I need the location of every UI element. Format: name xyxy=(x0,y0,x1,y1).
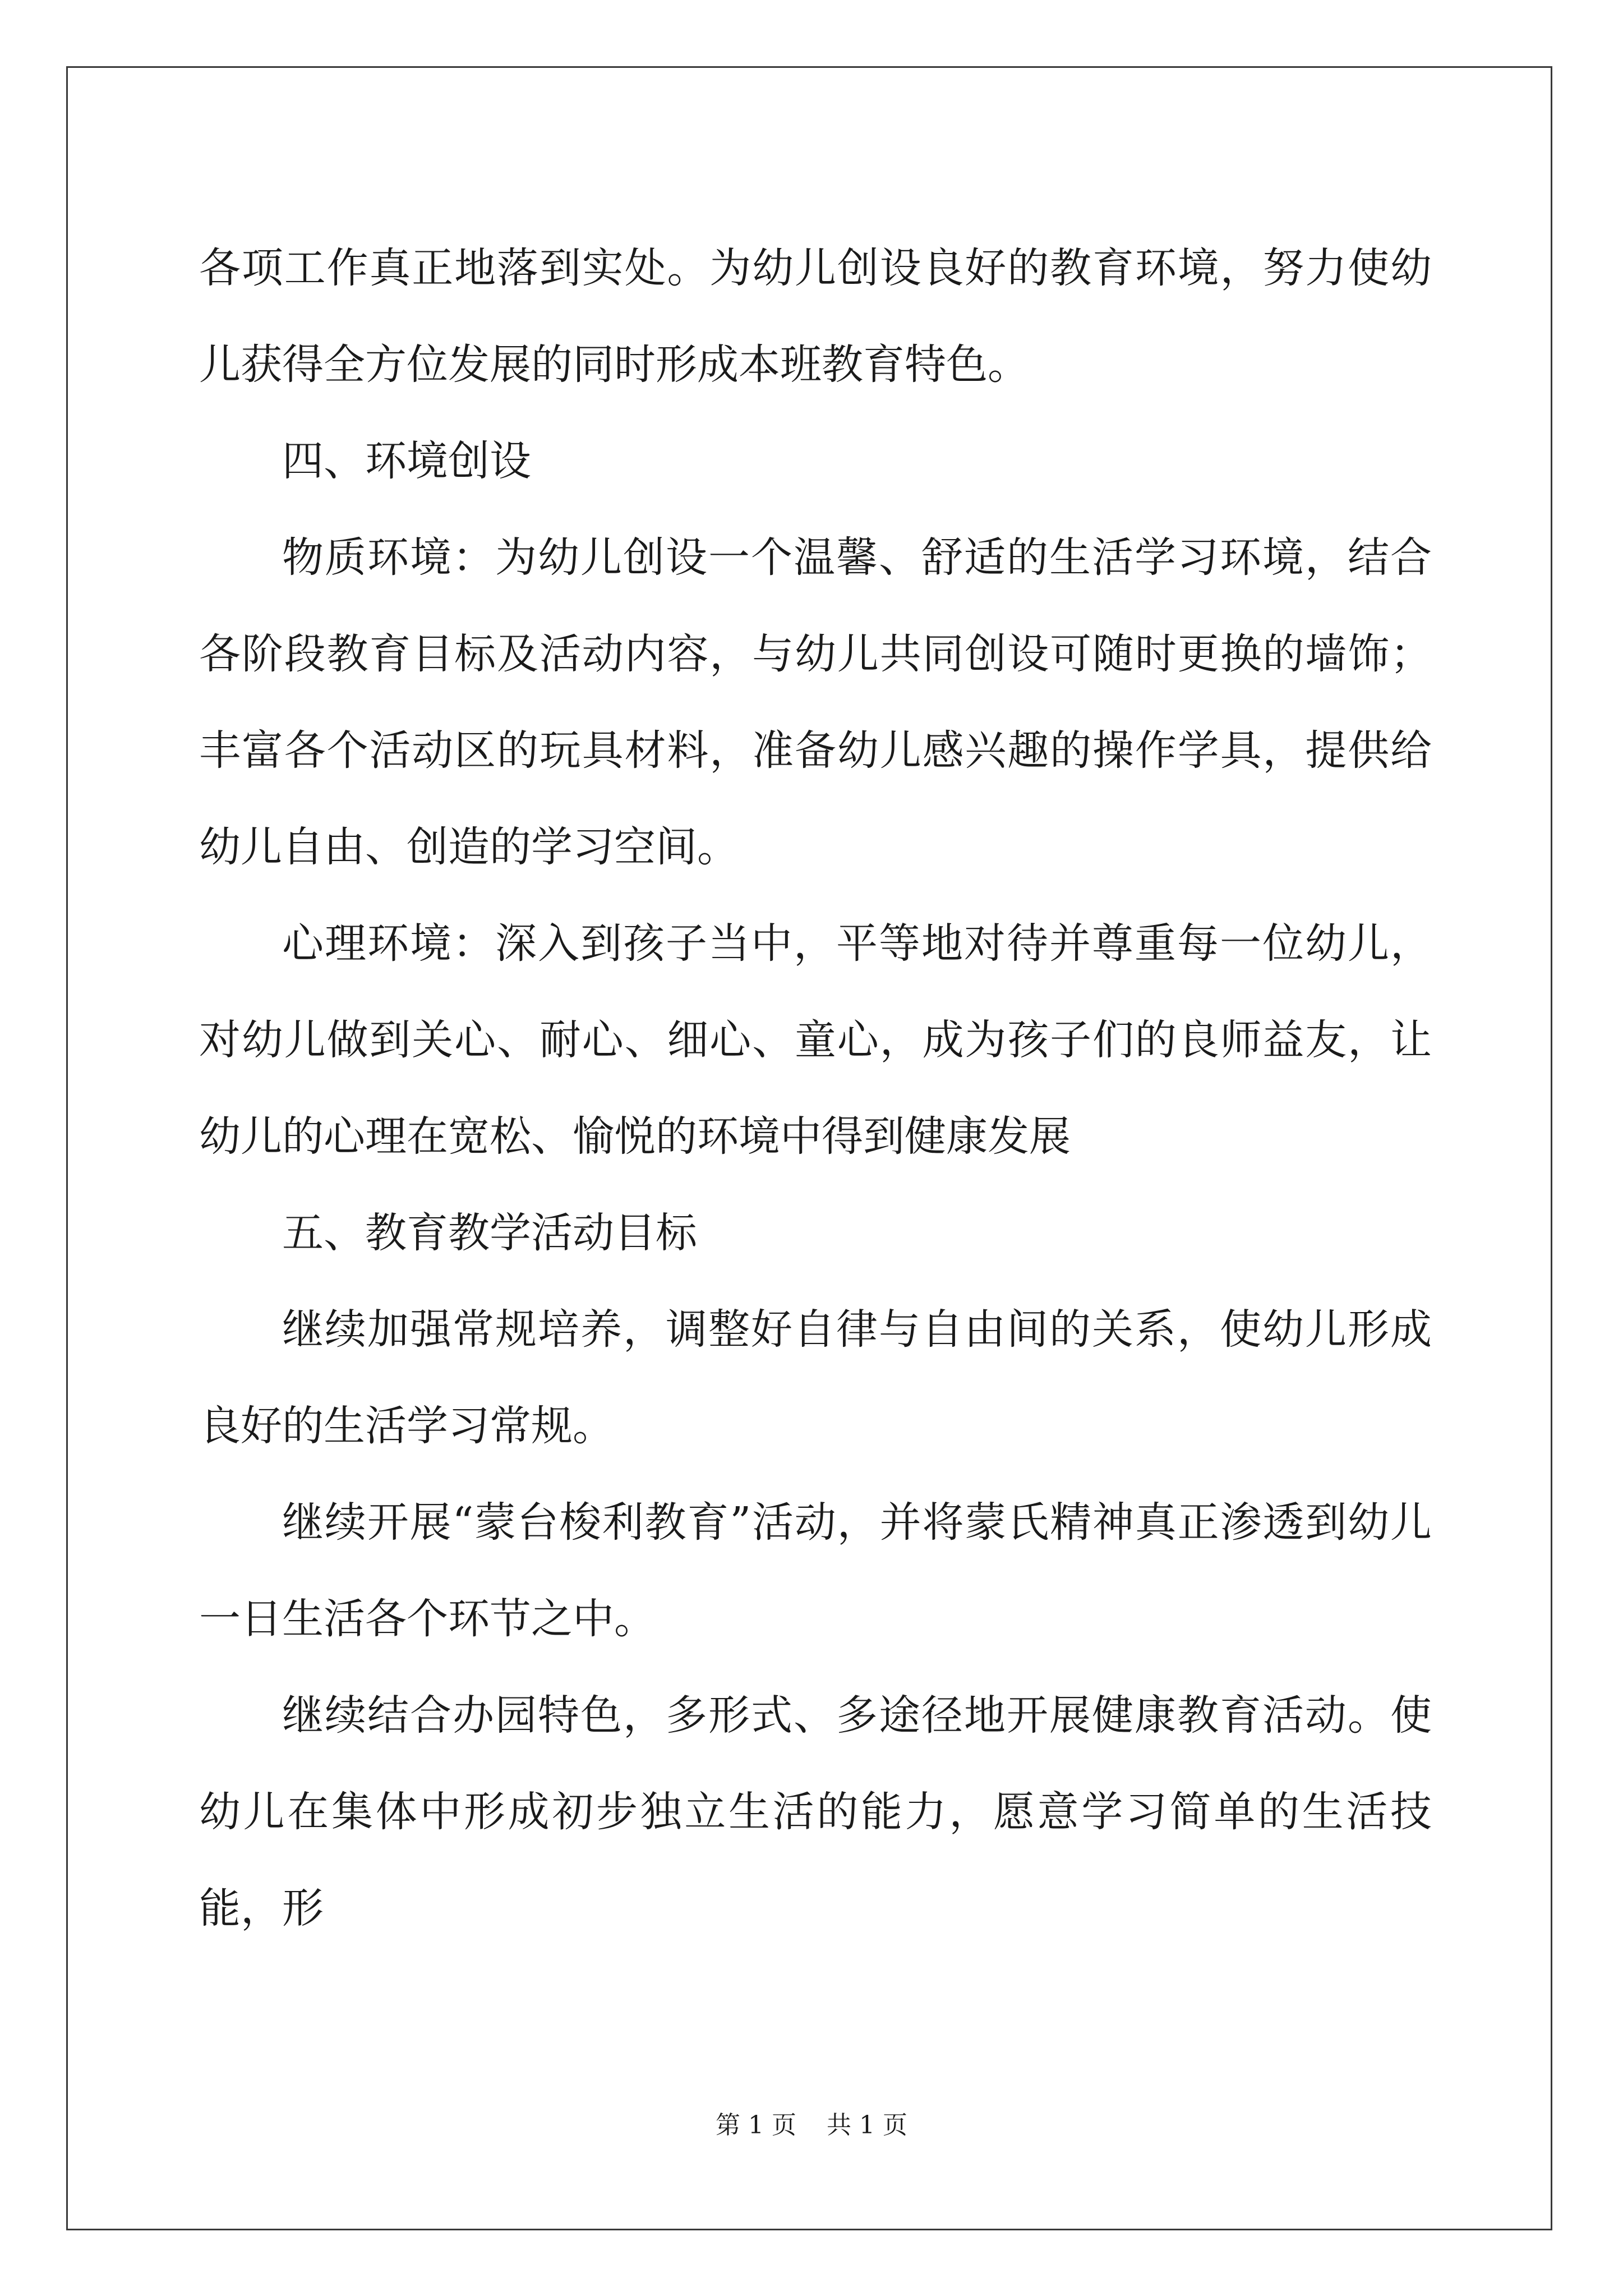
page-number-total: 共 1 页 xyxy=(827,2111,907,2139)
section-heading-teaching-goals: 五、教育教学活动目标 xyxy=(282,1209,697,1257)
paragraph-routine-training: 继续加强常规培养，调整好自律与自由间的关系，使幼儿形成良好的生活学习常规。 xyxy=(199,1305,1432,1450)
paragraph-physical-environment: 物质环境：为幼儿创设一个温馨、舒适的生活学习环境，结合各阶段教育目标及活动内容，与幼儿共同创设可随时更换的墙饰；丰富各个活动区的玩具材料，准备幼儿感兴趣的操作学具，提供给幼儿自由、创造的学习空间。 xyxy=(199,533,1432,871)
page-number-current: 第 1 页 xyxy=(716,2111,796,2139)
paragraph-continuation: 各项工作真正地落到实处。为幼儿创设良好的教育环境，努力使幼儿获得全方位发展的同时形成本班教育特色。 xyxy=(199,244,1432,389)
paragraph-health-education: 继续结合办园特色，多形式、多途径地开展健康教育活动。使幼儿在集体中形成初步独立生活的能力，愿意学习简单的生活技能，形 xyxy=(199,1691,1432,1932)
page-footer xyxy=(0,2109,1623,2142)
document-body xyxy=(199,220,1432,1957)
paragraph-psychological-environment: 心理环境：深入到孩子当中，平等地对待并尊重每一位幼儿，对幼儿做到关心、耐心、细心、童心，成为孩子们的良师益友，让幼儿的心理在宽松、愉悦的环境中得到健康发展 xyxy=(199,919,1432,1161)
paragraph-montessori: 继续开展“蒙台梭利教育”活动，并将蒙氏精神真正渗透到幼儿一日生活各个环节之中。 xyxy=(199,1498,1432,1643)
section-heading-environment: 四、环境创设 xyxy=(282,437,531,485)
